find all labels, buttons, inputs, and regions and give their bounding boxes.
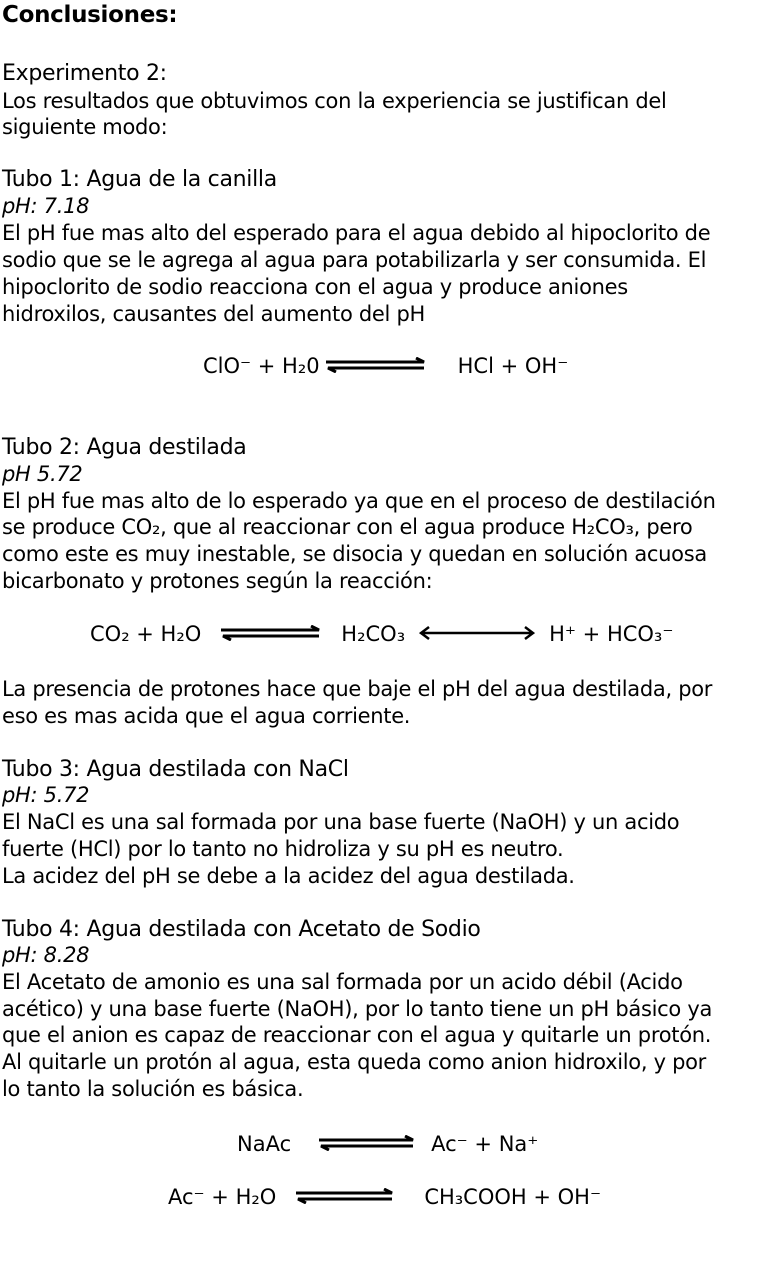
tube-2-after-line: La presencia de protones hace que baje el pH del agua destilada, por [2, 677, 713, 701]
experiment-heading: Experimento 2: [2, 61, 167, 86]
equation-3 [237, 1131, 538, 1158]
experiment-intro-line: siguiente modo: [2, 115, 168, 139]
equation-4 [168, 1184, 601, 1211]
equation-3-left: NaAc [237, 1132, 292, 1156]
tube-2-text-line: El pH fue mas alto de lo esperado ya que en el proceso de destilación [2, 489, 716, 513]
tube-3-text-line: fuerte (HCl) por lo tanto no hidroliza y su pH es neutro. [2, 837, 564, 861]
tube-2-text-line: como este es muy inestable, se disocia y quedan en solución acuosa [2, 542, 707, 566]
equilibrium-arrow-icon [294, 1184, 394, 1211]
tube-3-ph: pH: 5.72 [2, 783, 90, 807]
equation-4-right: CH₃COOH + OH⁻ [424, 1185, 602, 1209]
tube-3-text-line: El NaCl es una sal formada por una base fuerte (NaOH) y un acido [2, 810, 680, 834]
tube-1-text-line: El pH fue mas alto del esperado para el agua debido al hipoclorito de [2, 221, 711, 245]
tube-2-ph: pH 5.72 [2, 462, 83, 486]
tube-4-ph: pH: 8.28 [2, 943, 90, 967]
equation-1 [203, 353, 568, 380]
equation-1-left: ClO⁻ + H₂0 [203, 354, 320, 378]
equilibrium-arrow-icon [219, 621, 323, 648]
equation-2 [90, 621, 673, 648]
equilibrium-arrow-icon [317, 1131, 415, 1158]
tube-4-text-line: que el anion es capaz de reaccionar con el agua y quitarle un protón. [2, 1023, 712, 1047]
tube-1-text-line: sodio que se le agrega al agua para potabilizarla y ser consumida. El [2, 248, 707, 272]
equilibrium-arrow-icon [419, 621, 535, 648]
experiment-intro-line: Los resultados que obtuvimos con la experiencia se justifican del [2, 89, 667, 113]
tube-1-ph: pH: 7.18 [2, 194, 90, 218]
equation-2-products: H⁺ + HCO₃⁻ [549, 622, 674, 646]
tube-4-text-line: Al quitarle un protón al agua, esta queda como anion hidroxilo, y por [2, 1050, 706, 1074]
tube-2-after-line: eso es mas acida que el agua corriente. [2, 704, 411, 728]
tube-1-text-line: hipoclorito de sodio reacciona con el agua y produce aniones [2, 275, 628, 299]
tube-4-heading: Tubo 4: Agua destilada con Acetato de Sodio [2, 917, 481, 942]
equation-2-reactants: CO₂ + H₂O [90, 622, 202, 646]
tube-2-text-line: bicarbonato y protones según la reacción: [2, 569, 433, 593]
page-title: Conclusiones: [2, 2, 178, 28]
tube-4-text-line: acético) y una base fuerte (NaOH), por lo tanto tiene un pH básico ya [2, 997, 713, 1021]
tube-2-heading: Tubo 2: Agua destilada [2, 435, 247, 460]
tube-4-text-line: lo tanto la solución es básica. [2, 1077, 304, 1101]
equation-3-right: Ac⁻ + Na⁺ [431, 1132, 539, 1156]
tube-3-heading: Tubo 3: Agua destilada con NaCl [2, 757, 349, 782]
tube-1-heading: Tubo 1: Agua de la canilla [2, 167, 277, 192]
equilibrium-arrow-icon [324, 353, 428, 380]
tube-2-text-line: se produce CO₂, que al reaccionar con el agua produce H₂CO₃, pero [2, 515, 693, 539]
tube-4-text-line: El Acetato de amonio es una sal formada por un acido débil (Acido [2, 970, 683, 994]
tube-1-text-line: hidroxilos, causantes del aumento del pH [2, 302, 425, 326]
equation-4-left: Ac⁻ + H₂O [168, 1185, 277, 1209]
equation-2-intermediate: H₂CO₃ [341, 622, 406, 646]
tube-3-text-line: La acidez del pH se debe a la acidez del agua destilada. [2, 864, 575, 888]
equation-1-right: HCl + OH⁻ [457, 354, 569, 378]
